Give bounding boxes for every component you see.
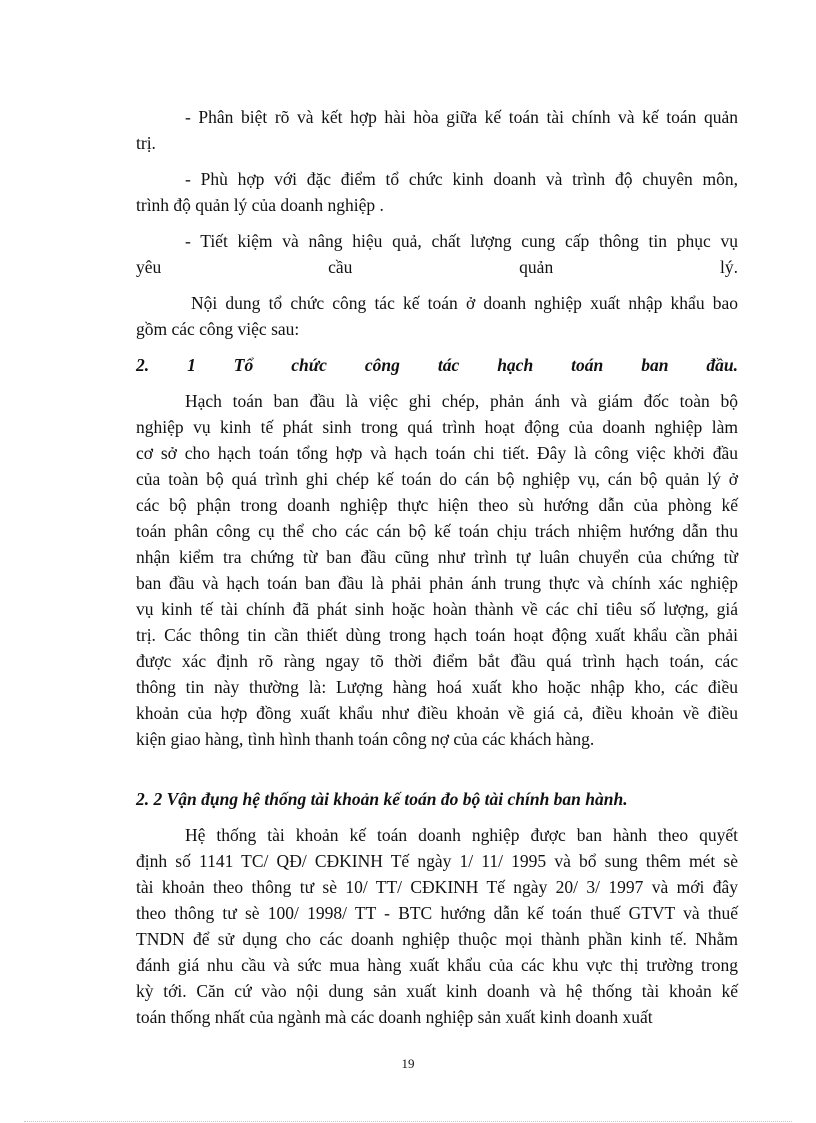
p5-line-9: vụ kinh tế tài chính đã phát sinh hoặc hoàn thành về các chỉ tiêu số lượng, giá: [136, 599, 738, 619]
p5-line-2: nghiệp vụ kinh tế phát sinh trong quá trình hoạt động của doanh nghiệp làm: [136, 417, 738, 437]
page-bottom-border: [24, 1121, 792, 1122]
p5-line-8: ban đầu và hạch toán ban đầu là phải phản ánh trung thực và chính xác nghiệp: [136, 573, 738, 593]
p2-line-1: - Phù hợp với đặc điểm tổ chức kinh doanh và trình độ chuyên môn,: [185, 169, 738, 189]
section-heading-2-1: 2. 1 Tổ chức công tác hạch toán ban đầu.: [136, 355, 738, 375]
p3-line-2: yêu cầu quản lý.: [136, 257, 738, 277]
p6-line-6: đánh giá nhu cầu và sức mua hàng xuất khẩu của các khu vực thị trường trong: [136, 955, 738, 975]
p5-line-5: các bộ phận trong doanh nghiệp thực hiện theo sù hướng dẫn của phòng kế: [136, 495, 738, 515]
p5-line-13: khoản của hợp đồng xuất khẩu như điều khoản về giá cả, điều khoản về điều: [136, 703, 738, 723]
p4-line-2: gồm các công việc sau:: [136, 319, 300, 339]
section-heading-2-2: 2. 2 Vận đụng hệ thống tài khoản kế toán đo bộ tài chính ban hành.: [136, 789, 628, 809]
p5-line-12: thông tin này thường là: Lượng hàng hoá xuất kho hoặc nhập kho, các điều: [136, 677, 738, 697]
p5-line-1: Hạch toán ban đầu là việc ghi chép, phản ánh và giám đốc toàn bộ: [185, 391, 738, 411]
p1-line-1: - Phân biệt rõ và kết hợp hài hòa giữa kế toán tài chính và kế toán quản: [185, 107, 738, 127]
p5-line-4: của toàn bộ quá trình ghi chép kế toán do cán bộ nghiệp vụ, cán bộ quản lý ở: [136, 469, 738, 489]
p6-line-7: kỳ tới. Căn cứ vào nội dung sản xuất kinh doanh và hệ thống tài khoản kế: [136, 981, 738, 1001]
p5-line-10: trị. Các thông tin cần thiết dùng trong hạch toán hoạt động xuất khẩu cần phải: [136, 625, 738, 645]
p6-line-1: Hệ thống tài khoản kế toán doanh nghiệp được ban hành theo quyết: [185, 825, 738, 845]
p5-line-6: toán phân công cụ thể cho các cán bộ kế toán chịu trách nhiệm hướng dẫn thu: [136, 521, 738, 541]
p5-line-3: cơ sở cho hạch toán tổng hợp và hạch toán chi tiết. Đây là công việc khởi đầu: [136, 443, 738, 463]
p1-line-2: trị.: [136, 133, 156, 153]
page-number: 19: [401, 1056, 415, 1071]
p6-line-2: định số 1141 TC/ QĐ/ CĐKINH Tế ngày 1/ 11/ 1995 và bổ sung thêm mét sè: [136, 851, 738, 871]
p2-line-2: trình độ quản lý của doanh nghiệp .: [136, 195, 384, 215]
p3-line-1: - Tiết kiệm và nâng hiệu quả, chất lượng cung cấp thông tin phục vụ: [185, 231, 738, 251]
p6-line-5: TNDN để sử dụng cho các doanh nghiệp thuộc mọi thành phần kinh tế. Nhằm: [136, 929, 738, 949]
p6-line-3: tài khoản theo thông tư sè 10/ TT/ CĐKINH Tế ngày 20/ 3/ 1997 và mới đây: [136, 877, 738, 897]
p6-line-4: theo thông tư sè 100/ 1998/ TT - BTC hướng dẫn kế toán thuế GTVT và thuế: [136, 903, 738, 923]
p6-line-8: toán thống nhất của ngành mà các doanh nghiệp sản xuất kinh doanh xuất: [136, 1007, 653, 1027]
p5-line-11: được xác định rõ ràng ngay tõ thời điểm bắt đầu quá trình hạch toán, các: [136, 651, 738, 671]
p4-line-1: Nội dung tổ chức công tác kế toán ở doanh nghiệp xuất nhập khẩu bao: [191, 293, 738, 313]
p5-line-14: kiện giao hàng, tình hình thanh toán công nợ của các khách hàng.: [136, 729, 595, 749]
p5-line-7: nhận kiểm tra chứng từ ban đầu cũng như trình tự luân chuyển của chứng từ: [136, 547, 738, 567]
